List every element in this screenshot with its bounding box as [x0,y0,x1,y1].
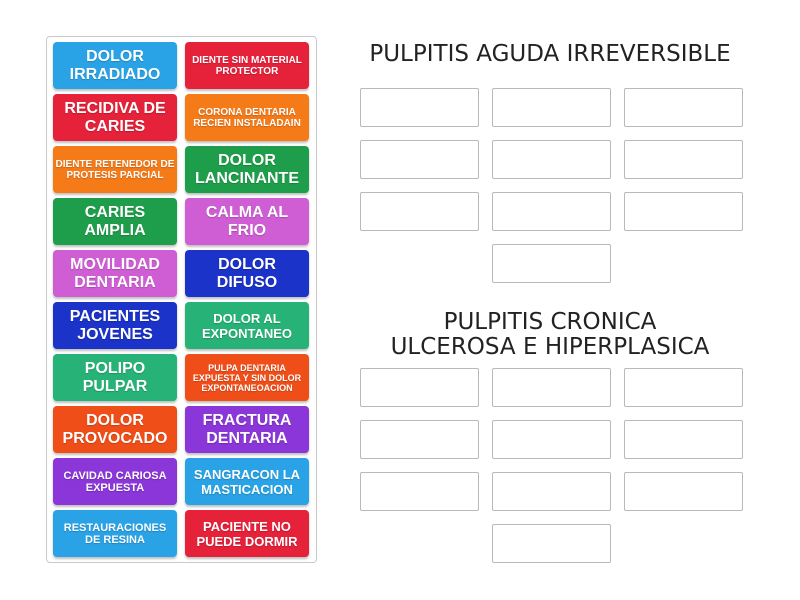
tile-movilidad-dentaria[interactable]: MOVILIDAD DENTARIA [53,250,177,297]
drop-slot[interactable] [624,192,743,231]
drop-slot[interactable] [624,88,743,127]
tile-pacientes-jovenes[interactable]: PACIENTES JOVENES [53,302,177,349]
tile-diente-retenedor[interactable]: DIENTE RETENEDOR DE PROTESIS PARCIAL [53,146,177,193]
tile-paciente-no-puede-dormir[interactable]: PACIENTE NO PUEDE DORMIR [185,510,309,557]
drop-slot[interactable] [624,472,743,511]
drop-slot[interactable] [492,88,611,127]
tile-caries-amplia[interactable]: CARIES AMPLIA [53,198,177,245]
drop-slot[interactable] [492,244,611,283]
tile-recidiva-de-caries[interactable]: RECIDIVA DE CARIES [53,94,177,141]
group-title-pulpitis-cronica: PULPITIS CRONICA ULCEROSA E HIPERPLASICA [390,309,710,360]
tile-calma-al-frio[interactable]: CALMA AL FRIO [185,198,309,245]
tile-restauraciones-de-resina[interactable]: RESTAURACIONES DE RESINA [53,510,177,557]
drop-slot[interactable] [360,420,479,459]
tile-dolor-difuso[interactable]: DOLOR DIFUSO [185,250,309,297]
tile-corona-dentaria[interactable]: CORONA DENTARIA RECIEN INSTALADAIN [185,94,309,141]
drop-slot[interactable] [492,192,611,231]
drop-slot[interactable] [624,140,743,179]
tile-sangracon-la-masticacion[interactable]: SANGRACON LA MASTICACION [185,458,309,505]
drop-slot[interactable] [492,140,611,179]
drop-slot[interactable] [624,368,743,407]
drop-slot[interactable] [492,420,611,459]
tile-dolor-irradiado[interactable]: DOLOR IRRADIADO [53,42,177,89]
tile-dolor-provocado[interactable]: DOLOR PROVOCADO [53,406,177,453]
tile-fractura-dentaria[interactable]: FRACTURA DENTARIA [185,406,309,453]
drop-slot[interactable] [360,88,479,127]
tile-pulpa-dentaria-expuesta[interactable]: PULPA DENTARIA EXPUESTA Y SIN DOLOR EXPONTANEOACION [185,354,309,401]
drop-slot[interactable] [360,140,479,179]
tile-cavidad-cariosa-expuesta[interactable]: CAVIDAD CARIOSA EXPUESTA [53,458,177,505]
drop-slot[interactable] [492,472,611,511]
tile-polipo-pulpar[interactable]: POLIPO PULPAR [53,354,177,401]
group-title-pulpitis-aguda: PULPITIS AGUDA IRREVERSIBLE [369,41,731,67]
drop-slot[interactable] [624,420,743,459]
drop-slot[interactable] [360,472,479,511]
drop-slot[interactable] [492,524,611,563]
drop-slot[interactable] [360,192,479,231]
answer-tiles-panel [46,36,317,563]
tile-dolor-al-expontaneo[interactable]: DOLOR AL EXPONTANEO [185,302,309,349]
tile-dolor-lancinante[interactable]: DOLOR LANCINANTE [185,146,309,193]
drop-slot[interactable] [360,368,479,407]
tile-diente-sin-material-protector[interactable]: DIENTE SIN MATERIAL PROTECTOR [185,42,309,89]
drop-slot[interactable] [492,368,611,407]
